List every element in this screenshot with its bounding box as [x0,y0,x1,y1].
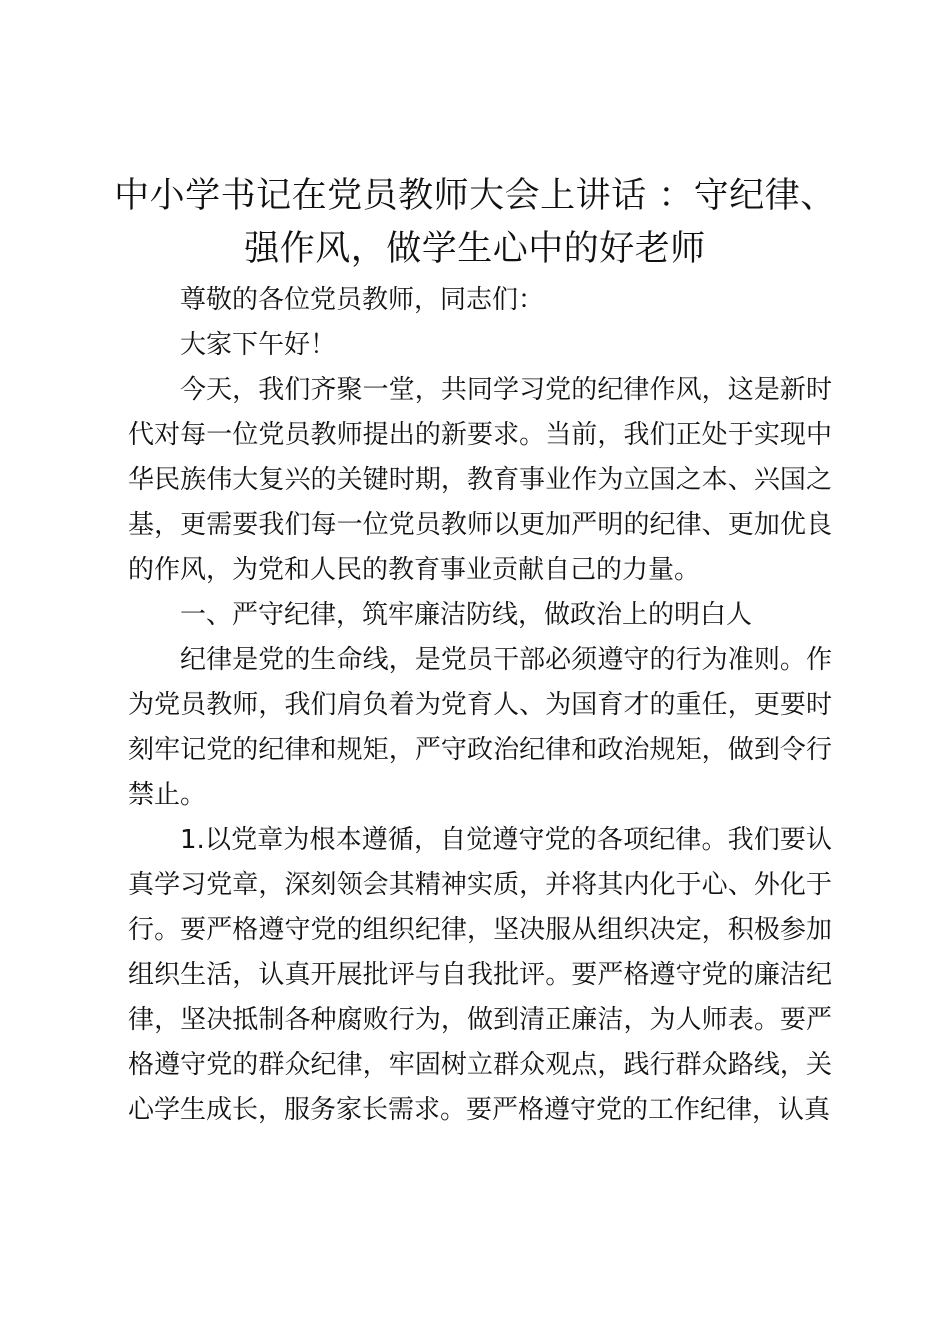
paragraph-point-1: 1.以党章为根本遵循，自觉遵守党的各项纪律。我们要认真学习党章，深刻领会其精神实质，并将其内化于心、外化于行。要严格遵守党的组织纪律，坚决服从组织决定，积极参加组织生活，认真开展批评与自我批评。要严格遵守党的廉洁纪律，坚决抵制各种腐败行为，做到清正廉洁，为人师表。要严格遵守党的群众纪律，牢固树立群众观点，践行群众路线，关心学生成长，服务家长需求。要严格遵守党的工作纪律，认真 [128,825,832,1125]
paragraph-discipline: 纪律是党的生命线，是党员干部必须遵守的行为准则。作为党员教师，我们肩负着为党育人、为国育才的重任，更要时刻牢记党的纪律和规矩，严守政治纪律和政治规矩，做到令行禁止。 [128,645,832,810]
document-body [128,278,832,1133]
title-line-1: 中小学书记在党员教师大会上讲话 ：守纪律、 [114,176,836,216]
paragraph-intro: 今天，我们齐聚一堂，共同学习党的纪律作风，这是新时代对每一位党员教师提出的新要求。当前，我们正处于实现中华民族伟大复兴的关键时期，教育事业作为立国之本、兴国之基，更需要我们每一位党员教师以更加严明的纪律、更加优良的作风，为党和人民的教育事业贡献自己的力量。 [128,375,832,585]
salutation: 尊敬的各位党员教师，同志们： [180,285,545,315]
section-heading-1: 一、严守纪律，筑牢廉洁防线，做政治上的明白人 [180,600,753,630]
title-line-2: 强作风，做学生心中的好老师 [244,229,706,269]
greeting: 大家下午好！ [180,330,337,360]
page-title [110,170,840,276]
